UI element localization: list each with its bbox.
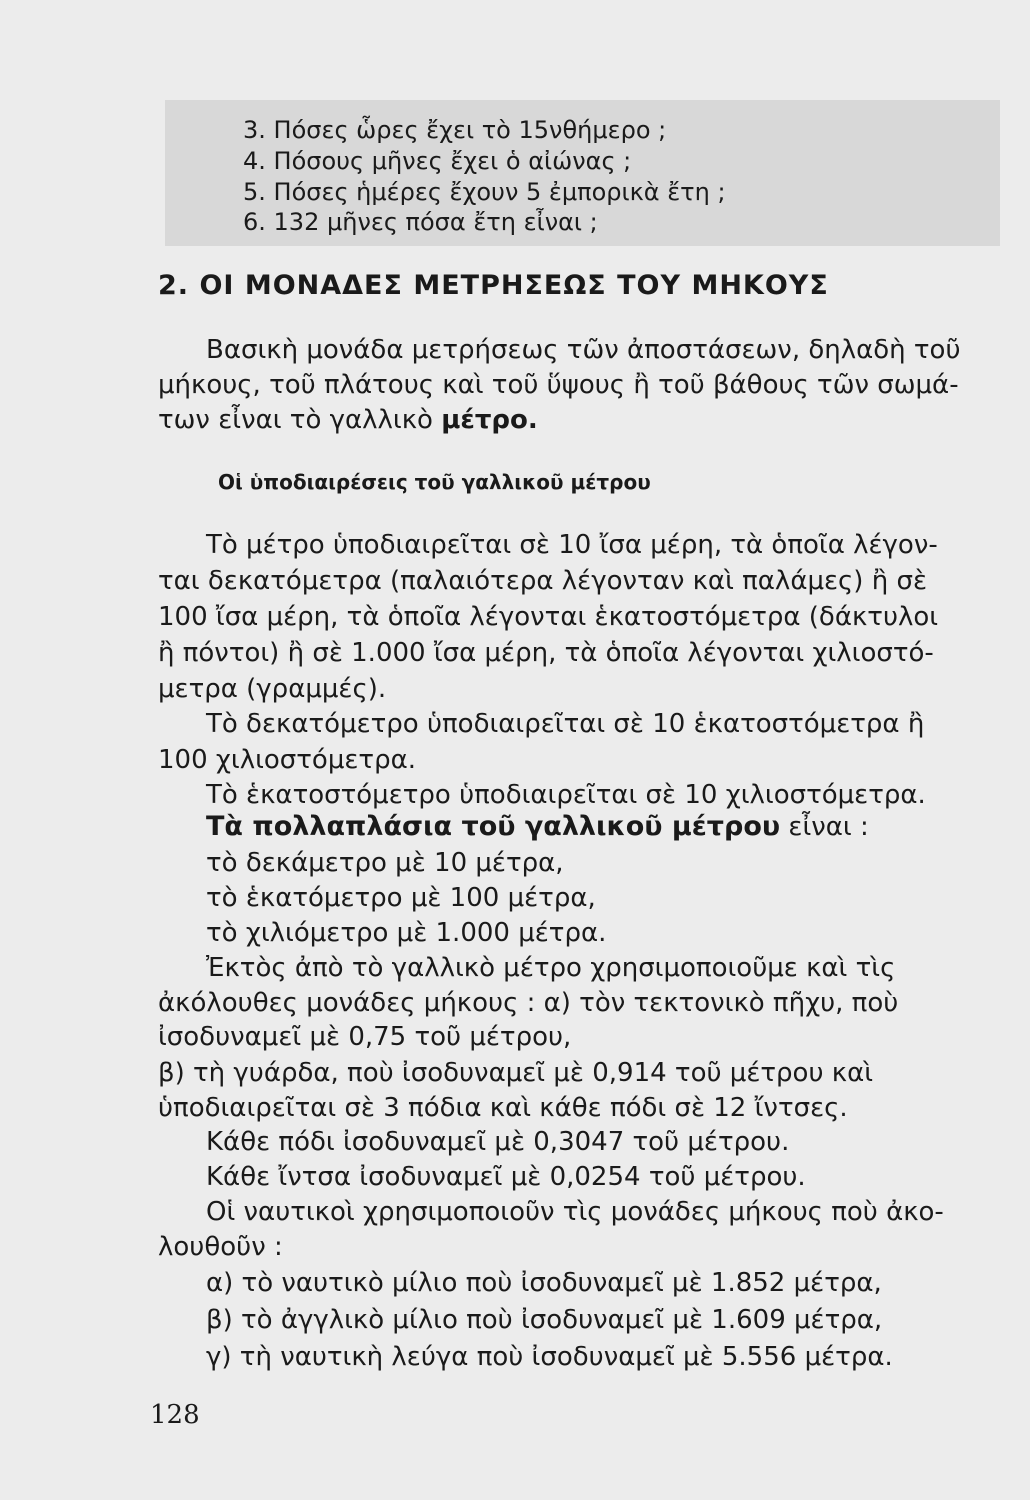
paragraph-line: μετρα (γραμμές). — [158, 674, 387, 704]
intro-text: των εἶναι τὸ γαλλικὸ — [158, 405, 433, 435]
section-title: 2. ΟΙ ΜΟΝΑΔΕΣ ΜΕΤΡΗΣΕΩΣ ΤΟΥ ΜΗΚΟΥΣ — [158, 270, 829, 301]
paragraph-line: Βασικὴ μονάδα μετρήσεως τῶν ἀποστάσεων, δηλαδὴ τοῦ — [206, 335, 961, 365]
paragraph-line: ἰσοδυναμεῖ μὲ 0,75 τοῦ μέτρου, — [158, 1022, 572, 1052]
nautical-item: β) τὸ ἀγγλικὸ μίλιο ποὺ ἰσοδυναμεῖ μὲ 1.609 μέτρα, — [206, 1305, 883, 1335]
paragraph-line: Τὸ δεκατόμετρο ὑποδιαιρεῖται σὲ 10 ἑκατοστόμετρα ἢ — [206, 709, 925, 739]
exercise-item: 5. Πόσες ἡμέρες ἔχουν 5 ἐμπορικὰ ἔτη ; — [243, 178, 726, 206]
paragraph-line: λουθοῦν : — [158, 1232, 283, 1262]
paragraph-line: ἀκόλουθες μονάδες μήκους : α) τὸν τεκτονικὸ πῆχυ, ποὺ — [158, 988, 899, 1018]
multiple-item: τὸ χιλιόμετρο μὲ 1.000 μέτρα. — [206, 918, 607, 948]
nautical-item: α) τὸ ναυτικὸ μίλιο ποὺ ἰσοδυναμεῖ μὲ 1.852 μέτρα, — [206, 1268, 882, 1298]
paragraph-line: Οἱ ναυτικοὶ χρησιμοποιοῦν τὶς μονάδες μήκους ποὺ ἀκο- — [206, 1197, 944, 1227]
multiple-item: τὸ δεκάμετρο μὲ 10 μέτρα, — [206, 848, 564, 878]
paragraph-line: Ἐκτὸς ἀπὸ τὸ γαλλικὸ μέτρο χρησιμοποιοῦμε καὶ τὶς — [206, 953, 896, 983]
paragraph-line: ἢ πόντοι) ἢ σὲ 1.000 ἴσα μέρη, τὰ ὁποῖα λέγονται χιλιοστό- — [158, 638, 934, 668]
paragraph-line: ται δεκατόμετρα (παλαιότερα λέγονταν καὶ παλάμες) ἢ σὲ — [158, 566, 927, 596]
subheading: Οἱ ὑποδιαιρέσεις τοῦ γαλλικοῦ μέτρου — [218, 470, 651, 494]
paragraph-line: ὑποδιαιρεῖται σὲ 3 πόδια καὶ κάθε πόδι σὲ 12 ἴντσες. — [158, 1093, 848, 1123]
multiple-item: τὸ ἑκατόμετρο μὲ 100 μέτρα, — [206, 883, 596, 913]
paragraph-line: β) τὴ γυάρδα, ποὺ ἰσοδυναμεῖ μὲ 0,914 τοῦ μέτρου καὶ — [158, 1058, 874, 1088]
exercise-item: 4. Πόσους μῆνες ἔχει ὁ αἰώνας ; — [243, 147, 632, 175]
exercise-item: 3. Πόσες ὧρες ἔχει τὸ 15νθήμερο ; — [243, 116, 667, 144]
paragraph-line: Κάθε ἴντσα ἰσοδυναμεῖ μὲ 0,0254 τοῦ μέτρου. — [206, 1162, 806, 1192]
page-number: 128 — [150, 1400, 200, 1430]
nautical-item: γ) τὴ ναυτικὴ λεύγα ποὺ ἰσοδυναμεῖ μὲ 5.556 μέτρα. — [206, 1342, 893, 1372]
paragraph-line — [158, 403, 538, 437]
paragraph-line: μήκους, τοῦ πλάτους καὶ τοῦ ὕψους ἢ τοῦ βάθους τῶν σωμά- — [158, 370, 959, 400]
intro-bold-term: μέτρο. — [441, 405, 538, 435]
paragraph-line: 100 χιλιοστόμετρα. — [158, 745, 416, 775]
multiples-bold: Τὰ πολλαπλάσια τοῦ γαλλικοῦ μέτρου — [206, 811, 781, 842]
paragraph-line: Τὸ ἑκατοστόμετρο ὑποδιαιρεῖται σὲ 10 χιλιοστόμετρα. — [206, 780, 926, 810]
paragraph-line: 100 ἴσα μέρη, τὰ ὁποῖα λέγονται ἑκατοστόμετρα (δάκτυλοι — [158, 602, 939, 632]
multiples-heading — [206, 810, 869, 844]
exercise-box — [165, 100, 1000, 246]
paragraph-line: Κάθε πόδι ἰσοδυναμεῖ μὲ 0,3047 τοῦ μέτρου. — [206, 1127, 790, 1157]
exercise-item: 6. 132 μῆνες πόσα ἔτη εἶναι ; — [243, 208, 598, 236]
multiples-tail: εἶναι : — [788, 812, 869, 842]
paragraph-line: Τὸ μέτρο ὑποδιαιρεῖται σὲ 10 ἴσα μέρη, τὰ ὁποῖα λέγον- — [206, 530, 938, 560]
